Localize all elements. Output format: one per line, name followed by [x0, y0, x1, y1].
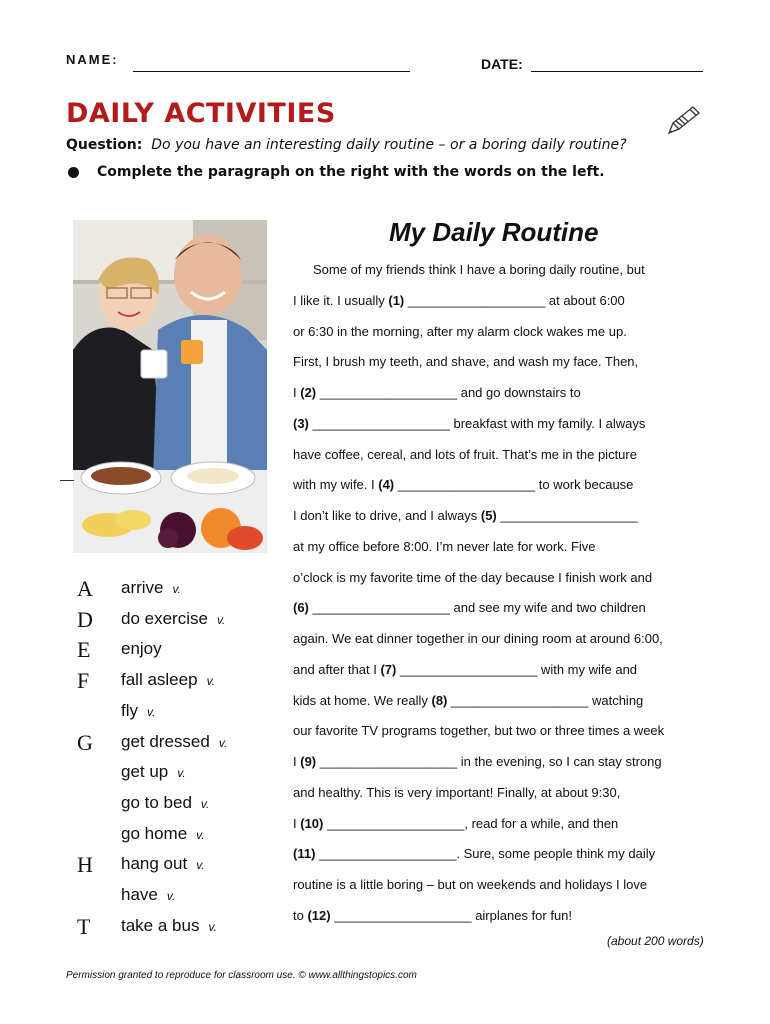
couple-kitchen-photo	[73, 220, 267, 553]
index-letter: T	[77, 913, 91, 939]
bullet-icon	[68, 167, 79, 178]
vocab-word	[121, 916, 217, 936]
story-text: and after that I	[293, 661, 381, 677]
index-letter: F	[77, 668, 90, 694]
word-count: (about 200 words)	[607, 934, 704, 948]
blank-number: (11)	[293, 846, 316, 862]
story-text: airplanes for fun!	[471, 907, 573, 923]
vocab-word	[121, 824, 205, 844]
story-line	[293, 816, 618, 831]
story-text: Sure, some people think my daily	[460, 846, 656, 862]
story-line	[293, 723, 664, 738]
index-letter: A	[77, 576, 93, 601]
index-letter: E	[77, 637, 91, 663]
part-of-speech: v.	[166, 889, 176, 903]
story-text: in the evening, so I can stay strong	[457, 754, 662, 769]
vocab-word	[121, 701, 155, 721]
story-text: I	[293, 754, 301, 769]
story-text: or 6:30 in the morning, after my alarm clock wakes me up.	[293, 323, 627, 339]
footer-permission: Permission granted to reproduce for classroom use. © www.allthingstopics.com	[66, 970, 417, 981]
blank-number: (7)	[380, 661, 397, 677]
vocab-word-text: get dressed	[121, 731, 210, 751]
question	[66, 137, 627, 153]
answer-blank[interactable]: ___________________	[496, 508, 638, 523]
story-line	[293, 600, 646, 615]
story-text: to	[293, 907, 308, 923]
story-line	[293, 662, 637, 677]
story-text: to work because	[535, 477, 634, 493]
story-text: breakfast with my family. I always	[449, 415, 646, 431]
vocab-word-text: arrive	[121, 578, 164, 597]
answer-blank[interactable]: ___________________	[316, 754, 458, 769]
vocab-word-text: get up	[121, 762, 169, 782]
vocab-word	[121, 578, 181, 598]
story-text: routine is a little boring – but on weekends and holidays I love	[293, 877, 648, 892]
story-line	[293, 846, 655, 861]
part-of-speech: v.	[216, 612, 226, 627]
story-line	[293, 508, 638, 523]
vocab-word-text: go home	[121, 823, 188, 843]
index-letter: H	[77, 852, 93, 878]
blank-number: (12)	[307, 907, 331, 923]
story-line	[293, 416, 645, 431]
part-of-speech: v.	[206, 674, 216, 689]
story-line	[293, 570, 652, 585]
answer-blank[interactable]: ___________________	[316, 385, 458, 400]
vocab-word-text: do exercise	[121, 608, 208, 628]
vocab-word-text: fall asleep	[121, 670, 198, 690]
story-title: My Daily Routine	[389, 217, 599, 247]
story-text: First, I brush my teeth, and shave, and wash my face. Then,	[293, 354, 639, 370]
story-text: watching	[588, 692, 644, 708]
story-text: , read for a while, and then	[464, 815, 619, 831]
blank-number: (4)	[378, 477, 395, 493]
story-line	[293, 447, 637, 462]
vocab-word-text: have	[121, 885, 158, 904]
vocab-word	[121, 793, 209, 813]
blank-number: (8)	[431, 692, 448, 708]
vocab-word	[121, 732, 227, 752]
part-of-speech: v.	[200, 796, 210, 811]
story-line	[293, 539, 596, 554]
vocab-word	[121, 670, 215, 690]
story-line	[293, 293, 625, 308]
story-line	[293, 631, 663, 646]
story-text: with my wife and	[537, 661, 638, 677]
part-of-speech: v.	[172, 582, 181, 596]
blank-number: (2)	[300, 385, 317, 400]
photo-dash	[60, 480, 74, 481]
story-line	[293, 754, 662, 769]
part-of-speech: v.	[196, 858, 205, 873]
question-label: Question:	[66, 137, 143, 153]
answer-blank[interactable]: ___________________.	[315, 846, 460, 862]
story-line	[293, 324, 627, 339]
answer-blank[interactable]: ___________________	[447, 692, 589, 708]
story-text: again. We eat dinner together in our dining room at around 6:00,	[293, 631, 663, 646]
vocab-word	[121, 639, 171, 659]
story-text: and see my wife and two children	[449, 600, 646, 616]
story-text: I	[293, 815, 301, 831]
story-text: o’clock is my favorite time of the day because I finish work and	[293, 569, 653, 585]
part-of-speech: v.	[177, 766, 186, 781]
answer-blank[interactable]: ___________________	[396, 661, 538, 677]
page-title: DAILY ACTIVITIES	[66, 98, 336, 129]
date-field[interactable]	[531, 71, 703, 72]
story-text: I don’t like to drive, and I always	[293, 508, 481, 523]
question-text: Do you have an interesting daily routine – or a boring daily routine?	[151, 137, 627, 153]
name-field[interactable]	[133, 71, 410, 72]
story-line	[293, 785, 620, 800]
index-letter: G	[77, 729, 93, 755]
answer-blank[interactable]: ___________________	[308, 600, 450, 616]
story-text: and go downstairs to	[457, 385, 581, 400]
story-line	[293, 908, 572, 923]
story-line	[293, 877, 647, 892]
instruction: Complete the paragraph on the right with the words on the left.	[97, 164, 605, 180]
story-text: at about 6:00	[545, 292, 625, 308]
blank-number: (6)	[293, 600, 309, 616]
answer-blank[interactable]: ___________________	[308, 415, 450, 431]
vocab-word	[121, 885, 175, 905]
story-text: Some of my friends think I have a boring daily routine, but	[313, 262, 645, 277]
story-text: and healthy. This is very important! Finally, at about 9:30,	[293, 784, 621, 800]
answer-blank[interactable]: ___________________	[330, 907, 472, 923]
answer-blank[interactable]: ___________________	[404, 292, 546, 308]
vocab-word-text: fly	[121, 700, 138, 720]
story-text: I like it. I usually	[293, 292, 389, 308]
vocab-word	[121, 762, 186, 782]
vocab-word-text: take a bus	[121, 915, 200, 935]
part-of-speech: v.	[196, 827, 205, 842]
vocab-word-text: go to bed	[121, 792, 192, 812]
story-line	[313, 262, 645, 277]
story-line	[293, 693, 643, 708]
vocab-word-text: enjoy	[121, 639, 162, 659]
part-of-speech: v.	[218, 735, 228, 750]
story-line	[293, 477, 633, 492]
part-of-speech: v.	[147, 704, 156, 719]
vocab-word	[121, 854, 205, 874]
blank-number: (5)	[480, 508, 497, 523]
vocab-word-text: hang out	[121, 854, 188, 874]
pencil-icon	[663, 103, 703, 139]
date-label: DATE:	[481, 56, 523, 72]
index-letter: D	[77, 606, 93, 632]
story-text: I	[293, 385, 301, 400]
answer-blank[interactable]: ___________________	[323, 815, 465, 831]
story-line	[293, 385, 581, 400]
story-text: have coffee, cereal, and lots of fruit. That’s me in the picture	[293, 446, 637, 462]
blank-number: (3)	[293, 415, 309, 431]
blank-number: (9)	[300, 754, 317, 769]
vocab-word	[121, 609, 225, 629]
story-text: with my wife. I	[293, 477, 379, 493]
answer-blank[interactable]: ___________________	[394, 477, 536, 493]
story-text: our favorite TV programs together, but two or three times a week	[293, 723, 665, 739]
story-text: at my office before 8:00. I’m never late for work. Five	[293, 538, 596, 554]
story-line	[293, 354, 638, 369]
blank-number: (10)	[300, 815, 324, 831]
story-text: kids at home. We really	[293, 692, 432, 708]
part-of-speech: v.	[208, 919, 217, 934]
name-label: NAME:	[66, 52, 119, 67]
blank-number: (1)	[388, 292, 405, 308]
